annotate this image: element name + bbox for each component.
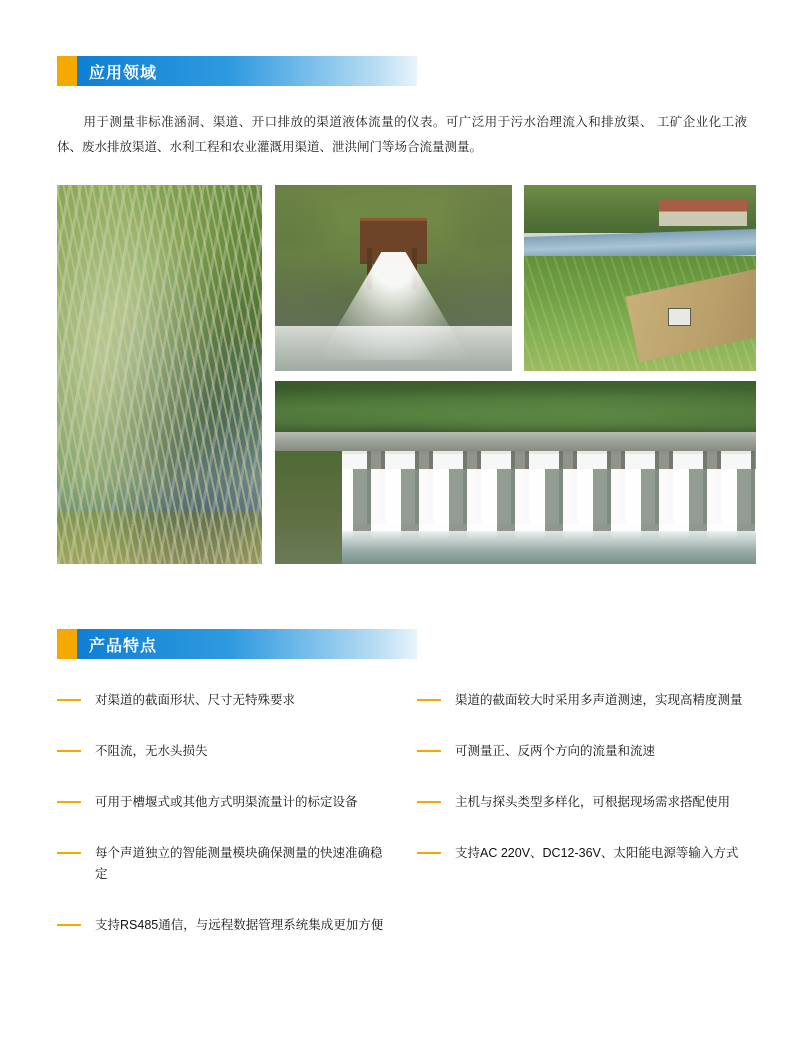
list-item (417, 690, 747, 711)
dash-bullet-icon (57, 852, 81, 854)
feature-text: 对渠道的截面形状、尺寸无特殊要求 (95, 693, 296, 707)
features-list (57, 690, 747, 966)
dash-bullet-icon (57, 924, 81, 926)
list-item (57, 741, 387, 762)
features-column-right (417, 690, 747, 966)
dash-bullet-icon (57, 699, 81, 701)
section-header-features (57, 629, 417, 659)
list-item (57, 915, 387, 936)
application-intro-text: 用于测量非标准涵洞、渠道、开口排放的渠道液体流量的仪表。可广泛用于污水治理流入和排放渠、 工矿企业化工液体、废水排放渠道、水利工程和农业灌溉用渠道、泄洪闸门等场合流量测量。 (57, 115, 747, 154)
dam-waterfalls (275, 469, 756, 539)
river-stream-photo (57, 185, 262, 564)
dash-bullet-icon (57, 801, 81, 803)
list-item (57, 843, 387, 885)
feature-text: 支持RS485通信，与远程数据管理系统集成更加方便 (95, 918, 384, 932)
riverbank-grass (57, 511, 262, 564)
dash-bullet-icon (417, 852, 441, 854)
list-item (57, 690, 387, 711)
dam-downstream-pool (275, 531, 756, 564)
feature-text: 支持AC 220V、DC12-36V、太阳能电源等输入方式 (455, 846, 739, 860)
irrigation-field-aerial-photo (524, 185, 756, 371)
feature-text: 每个声道独立的智能测量模块确保测量的快速准确稳定 (95, 846, 383, 881)
section-header-bar (77, 56, 417, 86)
section-title-application: 应用领域 (89, 64, 158, 82)
section-header-cap (57, 629, 77, 659)
dam-left-bank (275, 451, 342, 564)
section-header-application (57, 56, 417, 86)
list-item (417, 792, 747, 813)
field-buildings (659, 200, 747, 226)
feature-text: 可测量正、反两个方向的流量和流速 (455, 744, 656, 758)
dash-bullet-icon (417, 699, 441, 701)
weir-water-discharge-photo (275, 185, 512, 371)
section-header-cap (57, 56, 77, 86)
application-intro-paragraph (57, 110, 747, 160)
weir-water-foam (275, 326, 512, 371)
list-item (417, 843, 747, 864)
dam-spillway-photo (275, 381, 756, 564)
dash-bullet-icon (57, 750, 81, 752)
dam-treeline (275, 381, 756, 440)
list-item (417, 741, 747, 762)
section-title-features: 产品特点 (89, 637, 158, 655)
feature-text: 可用于槽堰式或其他方式明渠流量计的标定设备 (95, 795, 358, 809)
section-header-bar (77, 629, 417, 659)
tractor (668, 308, 691, 327)
features-column-left (57, 690, 387, 966)
feature-text: 主机与探头类型多样化，可根据现场需求搭配使用 (455, 795, 731, 809)
feature-text: 不阻流，无水头损失 (95, 744, 208, 758)
dash-bullet-icon (417, 750, 441, 752)
dash-bullet-icon (417, 801, 441, 803)
list-item (57, 792, 387, 813)
feature-text: 渠道的截面较大时采用多声道测速，实现高精度测量 (455, 693, 743, 707)
